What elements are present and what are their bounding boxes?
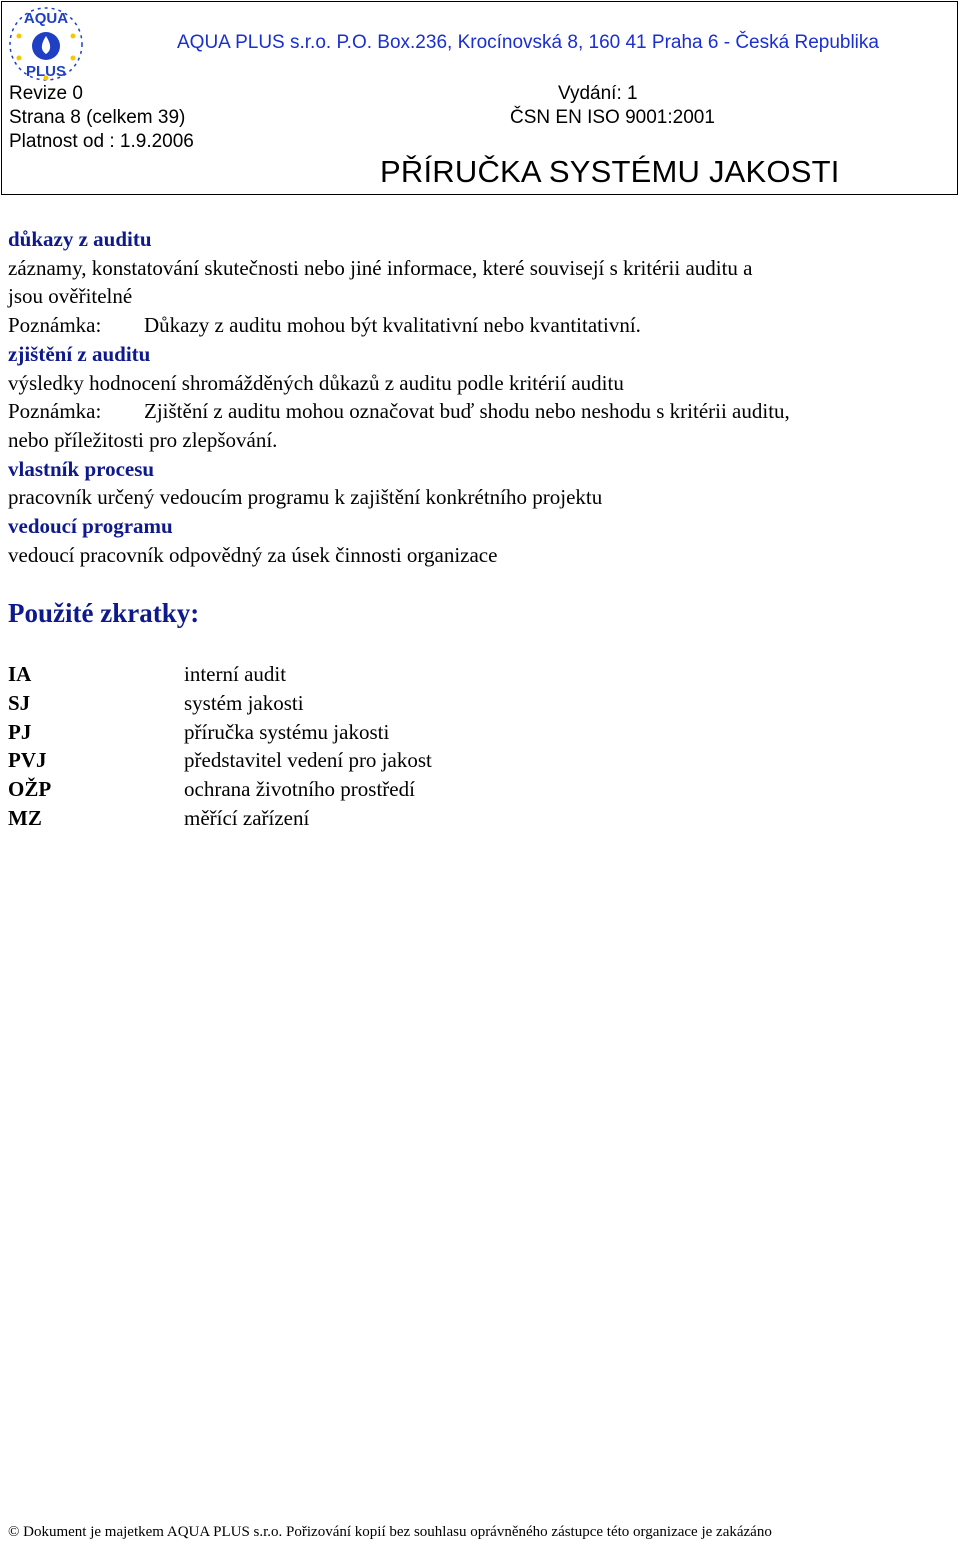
note-text: Zjištění z auditu mohou označovat buď shodu nebo neshodu s kritérii auditu,: [144, 399, 790, 424]
abbr-code: SJ: [8, 690, 31, 715]
definition-note: [8, 311, 948, 340]
abbreviations-list: [8, 660, 432, 833]
abbr-code: OŽP: [8, 777, 52, 802]
abbr-meaning: měřící zařízení: [184, 805, 310, 830]
abbr-code: PJ: [8, 719, 32, 744]
list-item: [8, 804, 432, 833]
definitions: [8, 225, 948, 569]
abbr-meaning: ochrana životního prostředí: [184, 777, 415, 802]
logo-text-bottom: PLUS: [25, 63, 67, 80]
definition-text: vedoucí pracovník odpovědný za úsek činnosti organizace: [8, 542, 498, 567]
abbr-code: IA: [8, 662, 32, 686]
abbr-meaning: interní audit: [184, 662, 287, 686]
logo-text-top: AQUA: [23, 10, 69, 27]
definition-text: záznamy, konstatování skutečnosti nebo jiné informace, které souvisejí s kritérii auditu a: [8, 255, 753, 280]
abbr-meaning: příručka systému jakosti: [184, 719, 390, 744]
document-header: [1, 1, 958, 195]
note-label: Poznámka:: [8, 313, 102, 338]
definition-term: vedoucí programu: [8, 514, 173, 539]
definition-text: pracovník určený vedoucím programu k zajištění konkrétního projektu: [8, 485, 603, 510]
definition-note: [8, 397, 948, 426]
definition-term: zjištění z auditu: [8, 341, 151, 366]
note-text: Důkazy z auditu mohou být kvalitativní nebo kvantitativní.: [144, 313, 641, 338]
company-address: AQUA PLUS s.r.o. P.O. Box.236, Krocínovská 8, 160 41 Praha 6 - Česká Republika: [177, 32, 879, 53]
document-title: PŘÍRUČKA SYSTÉMU JAKOSTI: [380, 154, 840, 189]
list-item: [8, 660, 432, 689]
abbreviations-heading: Použité zkratky:: [8, 598, 200, 628]
page-number: Strana 8 (celkem 39): [9, 107, 186, 128]
definition-text: jsou ověřitelné: [8, 284, 133, 309]
definition-term: vlastník procesu: [8, 456, 155, 481]
list-item: [8, 718, 432, 747]
definition-term: důkazy z auditu: [8, 227, 152, 251]
note-text: nebo příležitosti pro zlepšování.: [8, 427, 278, 452]
revision: Revize 0: [9, 83, 83, 104]
standard: ČSN EN ISO 9001:2001: [510, 107, 715, 128]
valid-from: Platnost od : 1.9.2006: [9, 131, 194, 152]
list-item: [8, 689, 432, 718]
note-label: Poznámka:: [8, 399, 102, 424]
abbr-code: MZ: [8, 805, 42, 830]
abbr-meaning: systém jakosti: [184, 690, 304, 715]
list-item: [8, 775, 432, 804]
copyright-footer: © Dokument je majetkem AQUA PLUS s.r.o. Pořizování kopií bez souhlasu oprávněného zástupce této organizace je zakázáno: [8, 1524, 772, 1540]
definition-text: výsledky hodnocení shromážděných důkazů z auditu podle kritérií auditu: [8, 370, 624, 395]
abbr-code: PVJ: [8, 748, 47, 773]
list-item: [8, 746, 432, 775]
aqua-plus-logo: [6, 6, 86, 82]
edition: Vydání: 1: [558, 83, 638, 104]
abbr-meaning: představitel vedení pro jakost: [184, 748, 432, 773]
